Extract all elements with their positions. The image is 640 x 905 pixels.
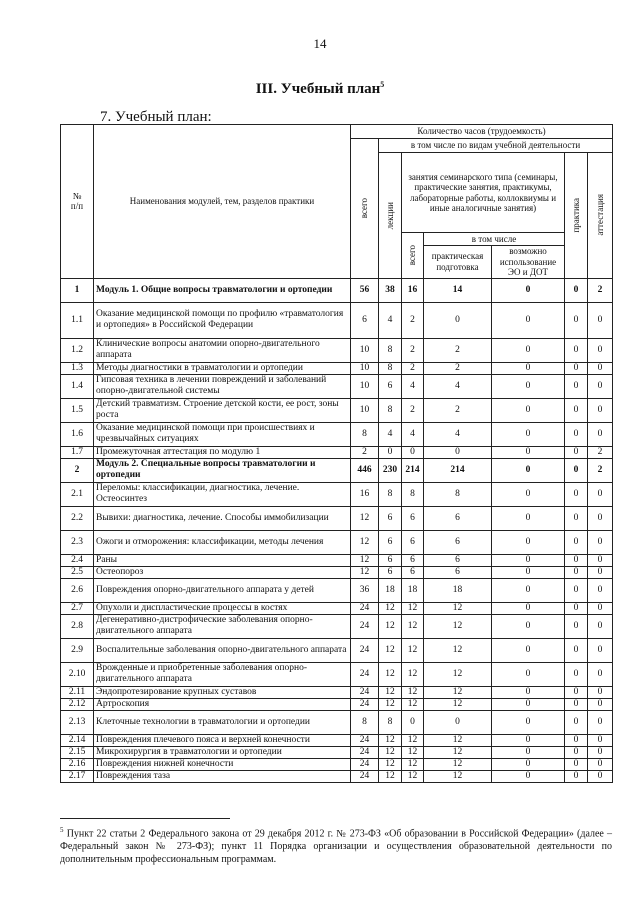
row-attestation: 0 — [588, 734, 613, 746]
row-eo-dot: 0 — [492, 278, 565, 302]
row-total: 24 — [351, 746, 379, 758]
table-row — [61, 398, 613, 422]
row-seminar: 18 — [402, 578, 424, 602]
row-practical: 4 — [424, 422, 492, 446]
row-seminar: 12 — [402, 662, 424, 686]
row-name: Вывихи: диагностика, лечение. Способы иммобилизации — [94, 506, 351, 530]
row-lectures: 12 — [379, 746, 402, 758]
row-practical: 12 — [424, 638, 492, 662]
row-name: Клеточные технологии в травматологии и ортопедии — [94, 710, 351, 734]
row-eo-dot: 0 — [492, 734, 565, 746]
row-practical: 0 — [424, 302, 492, 338]
row-lectures: 12 — [379, 734, 402, 746]
row-total: 446 — [351, 458, 379, 482]
row-practice: 0 — [565, 710, 588, 734]
row-lectures: 18 — [379, 578, 402, 602]
table-row — [61, 758, 613, 770]
row-total: 12 — [351, 506, 379, 530]
table-row — [61, 770, 613, 782]
row-eo-dot: 0 — [492, 506, 565, 530]
row-eo-dot: 0 — [492, 770, 565, 782]
row-seminar: 6 — [402, 506, 424, 530]
row-lectures: 38 — [379, 278, 402, 302]
row-seminar: 12 — [402, 770, 424, 782]
plan-subtitle: 7. Учебный план: — [100, 109, 212, 125]
row-eo-dot: 0 — [492, 446, 565, 458]
row-name: Артроскопия — [94, 698, 351, 710]
row-practical: 12 — [424, 758, 492, 770]
row-attestation: 2 — [588, 458, 613, 482]
header-lectures: лекции — [379, 153, 402, 279]
row-number: 1.1 — [61, 302, 94, 338]
row-name: Повреждения плечевого пояса и верхней конечности — [94, 734, 351, 746]
row-practical: 8 — [424, 482, 492, 506]
row-total: 24 — [351, 734, 379, 746]
row-total: 6 — [351, 302, 379, 338]
row-attestation: 0 — [588, 338, 613, 362]
row-seminar: 6 — [402, 554, 424, 566]
row-seminar: 12 — [402, 602, 424, 614]
table-row — [61, 362, 613, 374]
row-attestation: 0 — [588, 710, 613, 734]
row-practice: 0 — [565, 302, 588, 338]
row-lectures: 12 — [379, 686, 402, 698]
row-lectures: 8 — [379, 482, 402, 506]
row-seminar: 16 — [402, 278, 424, 302]
table-body — [61, 278, 613, 782]
table-row — [61, 458, 613, 482]
table-row — [61, 602, 613, 614]
row-total: 2 — [351, 446, 379, 458]
row-attestation: 0 — [588, 302, 613, 338]
page-number: 14 — [313, 36, 327, 51]
table-header — [61, 125, 613, 279]
table-row — [61, 446, 613, 458]
row-lectures: 8 — [379, 398, 402, 422]
row-total: 24 — [351, 758, 379, 770]
row-total: 8 — [351, 710, 379, 734]
row-practice: 0 — [565, 338, 588, 362]
row-total: 16 — [351, 482, 379, 506]
row-practical: 4 — [424, 374, 492, 398]
row-practice: 0 — [565, 530, 588, 554]
row-practice: 0 — [565, 506, 588, 530]
section-title-text: III. Учебный план — [255, 81, 381, 97]
row-eo-dot: 0 — [492, 602, 565, 614]
row-number: 2.7 — [61, 602, 94, 614]
row-total: 24 — [351, 662, 379, 686]
row-seminar: 2 — [402, 302, 424, 338]
row-seminar: 4 — [402, 422, 424, 446]
row-eo-dot: 0 — [492, 710, 565, 734]
row-seminar: 12 — [402, 746, 424, 758]
row-practice: 0 — [565, 458, 588, 482]
row-attestation: 0 — [588, 746, 613, 758]
header-name: Наименования модулей, тем, разделов практики — [94, 125, 351, 279]
table-row — [61, 734, 613, 746]
row-lectures: 12 — [379, 698, 402, 710]
row-seminar: 12 — [402, 686, 424, 698]
row-number: 2.17 — [61, 770, 94, 782]
row-attestation: 0 — [588, 698, 613, 710]
table-row — [61, 530, 613, 554]
row-practical: 6 — [424, 554, 492, 566]
row-seminar: 4 — [402, 374, 424, 398]
row-practice: 0 — [565, 698, 588, 710]
row-number: 2.6 — [61, 578, 94, 602]
row-number: 2.13 — [61, 710, 94, 734]
row-lectures: 0 — [379, 446, 402, 458]
row-number: 1.4 — [61, 374, 94, 398]
row-practical: 12 — [424, 602, 492, 614]
row-practice: 0 — [565, 638, 588, 662]
row-seminar: 12 — [402, 614, 424, 638]
row-practical: 12 — [424, 698, 492, 710]
row-number: 2.9 — [61, 638, 94, 662]
footnote-mark: 5 — [60, 826, 64, 834]
row-attestation: 0 — [588, 614, 613, 638]
row-practice: 0 — [565, 686, 588, 698]
table-row — [61, 638, 613, 662]
row-total: 12 — [351, 566, 379, 578]
table-row — [61, 278, 613, 302]
row-seminar: 6 — [402, 566, 424, 578]
row-lectures: 6 — [379, 566, 402, 578]
row-eo-dot: 0 — [492, 302, 565, 338]
row-lectures: 12 — [379, 602, 402, 614]
table-row — [61, 662, 613, 686]
table-row — [61, 554, 613, 566]
row-practice: 0 — [565, 566, 588, 578]
row-seminar: 0 — [402, 446, 424, 458]
row-name: Оказание медицинской помощи по профилю «травматология и ортопедия» в Российской Федерации — [94, 302, 351, 338]
table-row — [61, 374, 613, 398]
row-number: 1 — [61, 278, 94, 302]
row-attestation: 0 — [588, 686, 613, 698]
row-total: 10 — [351, 398, 379, 422]
row-practical: 2 — [424, 398, 492, 422]
row-attestation: 0 — [588, 362, 613, 374]
row-practical: 6 — [424, 506, 492, 530]
row-lectures: 12 — [379, 758, 402, 770]
row-total: 24 — [351, 638, 379, 662]
section-title — [0, 80, 640, 98]
row-lectures: 4 — [379, 422, 402, 446]
row-total: 36 — [351, 578, 379, 602]
row-attestation: 0 — [588, 422, 613, 446]
row-practical: 2 — [424, 362, 492, 374]
row-practice: 0 — [565, 662, 588, 686]
table-row — [61, 482, 613, 506]
row-seminar: 2 — [402, 338, 424, 362]
header-total: всего — [351, 139, 379, 279]
header-incl: в том числе — [424, 233, 565, 246]
row-attestation: 2 — [588, 446, 613, 458]
row-name: Воспалительные заболевания опорно-двигательного аппарата — [94, 638, 351, 662]
row-total: 12 — [351, 530, 379, 554]
row-attestation: 0 — [588, 758, 613, 770]
row-seminar: 8 — [402, 482, 424, 506]
row-name: Микрохирургия в травматологии и ортопедии — [94, 746, 351, 758]
table-row — [61, 686, 613, 698]
header-hours: Количество часов (трудоемкость) — [351, 125, 613, 139]
row-practice: 0 — [565, 422, 588, 446]
row-number: 1.2 — [61, 338, 94, 362]
row-name: Детский травматизм. Строение детской кости, ее рост, зоны роста — [94, 398, 351, 422]
row-seminar: 2 — [402, 362, 424, 374]
row-practical: 12 — [424, 662, 492, 686]
row-practice: 0 — [565, 758, 588, 770]
row-seminar: 12 — [402, 734, 424, 746]
row-number: 2.15 — [61, 746, 94, 758]
row-total: 24 — [351, 602, 379, 614]
row-number: 2.12 — [61, 698, 94, 710]
table-row — [61, 506, 613, 530]
row-name: Модуль 2. Специальные вопросы травматологии и ортопедии — [94, 458, 351, 482]
row-number: 2.4 — [61, 554, 94, 566]
row-practical: 214 — [424, 458, 492, 482]
table-row — [61, 698, 613, 710]
row-practical: 18 — [424, 578, 492, 602]
row-lectures: 230 — [379, 458, 402, 482]
row-total: 10 — [351, 374, 379, 398]
row-name: Дегенеративно-дистрофические заболевания опорно-двигательного аппарата — [94, 614, 351, 638]
row-total: 10 — [351, 338, 379, 362]
row-name: Гипсовая техника в лечении повреждений и заболеваний опорно-двигательной системы — [94, 374, 351, 398]
row-practical: 0 — [424, 710, 492, 734]
footnote-divider — [60, 818, 230, 819]
row-attestation: 0 — [588, 602, 613, 614]
row-practice: 0 — [565, 578, 588, 602]
row-practical: 12 — [424, 686, 492, 698]
row-number: 2.2 — [61, 506, 94, 530]
row-lectures: 12 — [379, 662, 402, 686]
row-number: 2.14 — [61, 734, 94, 746]
row-eo-dot: 0 — [492, 638, 565, 662]
table-row — [61, 746, 613, 758]
row-lectures: 12 — [379, 614, 402, 638]
row-attestation: 0 — [588, 578, 613, 602]
row-attestation: 0 — [588, 482, 613, 506]
curriculum-table — [60, 124, 613, 783]
row-eo-dot: 0 — [492, 746, 565, 758]
row-attestation: 0 — [588, 662, 613, 686]
row-lectures: 8 — [379, 710, 402, 734]
row-eo-dot: 0 — [492, 362, 565, 374]
row-name: Переломы: классификации, диагностика, лечение. Остеосинтез — [94, 482, 351, 506]
row-eo-dot: 0 — [492, 686, 565, 698]
row-number: 2 — [61, 458, 94, 482]
row-practice: 0 — [565, 770, 588, 782]
table-row — [61, 422, 613, 446]
row-lectures: 12 — [379, 770, 402, 782]
row-practical: 12 — [424, 746, 492, 758]
row-name: Опухоли и диспластические процессы в костях — [94, 602, 351, 614]
row-number: 1.6 — [61, 422, 94, 446]
row-total: 10 — [351, 362, 379, 374]
header-seminar: занятия семинарского типа (семинары, практические занятия, практикумы, лабораторные работы, коллоквиумы и иные аналогичные занятия) — [402, 153, 565, 233]
row-eo-dot: 0 — [492, 458, 565, 482]
row-eo-dot: 0 — [492, 554, 565, 566]
row-total: 8 — [351, 422, 379, 446]
row-attestation: 0 — [588, 638, 613, 662]
row-seminar: 6 — [402, 530, 424, 554]
row-practice: 0 — [565, 734, 588, 746]
row-eo-dot: 0 — [492, 758, 565, 770]
header-practice: практика — [565, 153, 588, 279]
row-number: 2.5 — [61, 566, 94, 578]
row-eo-dot: 0 — [492, 398, 565, 422]
row-lectures: 6 — [379, 530, 402, 554]
row-practice: 0 — [565, 446, 588, 458]
row-lectures: 8 — [379, 338, 402, 362]
row-eo-dot: 0 — [492, 566, 565, 578]
row-practice: 0 — [565, 746, 588, 758]
row-attestation: 0 — [588, 530, 613, 554]
row-number: 2.11 — [61, 686, 94, 698]
row-eo-dot: 0 — [492, 338, 565, 362]
row-number: 1.3 — [61, 362, 94, 374]
row-practice: 0 — [565, 398, 588, 422]
row-lectures: 6 — [379, 506, 402, 530]
row-eo-dot: 0 — [492, 422, 565, 446]
row-number: 1.7 — [61, 446, 94, 458]
row-lectures: 6 — [379, 554, 402, 566]
row-number: 2.1 — [61, 482, 94, 506]
row-practical: 12 — [424, 770, 492, 782]
row-practical: 6 — [424, 530, 492, 554]
row-attestation: 0 — [588, 566, 613, 578]
row-lectures: 6 — [379, 374, 402, 398]
row-seminar: 12 — [402, 698, 424, 710]
row-name: Повреждения опорно-двигательного аппарата у детей — [94, 578, 351, 602]
row-name: Модуль 1. Общие вопросы травматологии и ортопедии — [94, 278, 351, 302]
row-practical: 12 — [424, 614, 492, 638]
row-name: Эндопротезирование крупных суставов — [94, 686, 351, 698]
row-eo-dot: 0 — [492, 614, 565, 638]
row-seminar: 12 — [402, 758, 424, 770]
row-practice: 0 — [565, 602, 588, 614]
footnote — [60, 824, 612, 866]
row-total: 24 — [351, 686, 379, 698]
row-eo-dot: 0 — [492, 578, 565, 602]
row-eo-dot: 0 — [492, 698, 565, 710]
header-by-type: в том числе по видам учебной деятельности — [379, 139, 613, 153]
header-eo-dot: возможно использование ЭО и ДОТ — [492, 246, 565, 279]
row-number: 2.3 — [61, 530, 94, 554]
row-lectures: 12 — [379, 638, 402, 662]
row-attestation: 0 — [588, 770, 613, 782]
row-practice: 0 — [565, 554, 588, 566]
row-number: 2.10 — [61, 662, 94, 686]
row-eo-dot: 0 — [492, 530, 565, 554]
row-practical: 2 — [424, 338, 492, 362]
row-practice: 0 — [565, 614, 588, 638]
row-seminar: 214 — [402, 458, 424, 482]
row-total: 24 — [351, 770, 379, 782]
row-practical: 6 — [424, 566, 492, 578]
table-row — [61, 566, 613, 578]
row-name: Раны — [94, 554, 351, 566]
header-seminar-total: всего — [402, 233, 424, 279]
row-name: Повреждения таза — [94, 770, 351, 782]
row-name: Оказание медицинской помощи при происшествиях и чрезвычайных ситуациях — [94, 422, 351, 446]
footnote-text: Пункт 22 статьи 2 Федерального закона от 29 декабря 2012 г. № 273-ФЗ «Об образовании в Российской Федерации» (далее – Федеральный закон № 273-ФЗ); пункт 11 Порядка организации и осуществления образовательной деятельности по дополнительным профессиональным программам. — [60, 828, 613, 866]
row-seminar: 2 — [402, 398, 424, 422]
row-total: 12 — [351, 554, 379, 566]
row-name: Промежуточная аттестация по модулю 1 — [94, 446, 351, 458]
row-name: Методы диагностики в травматологии и ортопедии — [94, 362, 351, 374]
row-practice: 0 — [565, 278, 588, 302]
row-practical: 14 — [424, 278, 492, 302]
row-name: Врожденные и приобретенные заболевания опорно-двигательного аппарата — [94, 662, 351, 686]
row-number: 2.16 — [61, 758, 94, 770]
row-seminar: 0 — [402, 710, 424, 734]
row-attestation: 0 — [588, 506, 613, 530]
header-attestation: аттестация — [588, 153, 613, 279]
row-practice: 0 — [565, 362, 588, 374]
row-total: 56 — [351, 278, 379, 302]
row-practice: 0 — [565, 374, 588, 398]
row-name: Ожоги и отморожения: классификации, методы лечения — [94, 530, 351, 554]
row-practical: 12 — [424, 734, 492, 746]
row-name: Повреждения нижней конечности — [94, 758, 351, 770]
header-num: № п/п — [61, 125, 94, 279]
table-row — [61, 614, 613, 638]
row-number: 1.5 — [61, 398, 94, 422]
row-attestation: 0 — [588, 374, 613, 398]
table-row — [61, 338, 613, 362]
row-seminar: 12 — [402, 638, 424, 662]
row-attestation: 2 — [588, 278, 613, 302]
table-row — [61, 302, 613, 338]
row-eo-dot: 0 — [492, 482, 565, 506]
row-practice: 0 — [565, 482, 588, 506]
table-row — [61, 710, 613, 734]
row-name: Клинические вопросы анатомии опорно-двигательного аппарата — [94, 338, 351, 362]
row-eo-dot: 0 — [492, 374, 565, 398]
row-number: 2.8 — [61, 614, 94, 638]
row-total: 24 — [351, 698, 379, 710]
footnote-ref: 5 — [380, 80, 385, 89]
row-practical: 0 — [424, 446, 492, 458]
row-total: 24 — [351, 614, 379, 638]
row-eo-dot: 0 — [492, 662, 565, 686]
header-practical: практическая подготовка — [424, 246, 492, 279]
row-lectures: 4 — [379, 302, 402, 338]
row-attestation: 0 — [588, 554, 613, 566]
row-attestation: 0 — [588, 398, 613, 422]
row-name: Остеопороз — [94, 566, 351, 578]
row-lectures: 8 — [379, 362, 402, 374]
table-row — [61, 578, 613, 602]
